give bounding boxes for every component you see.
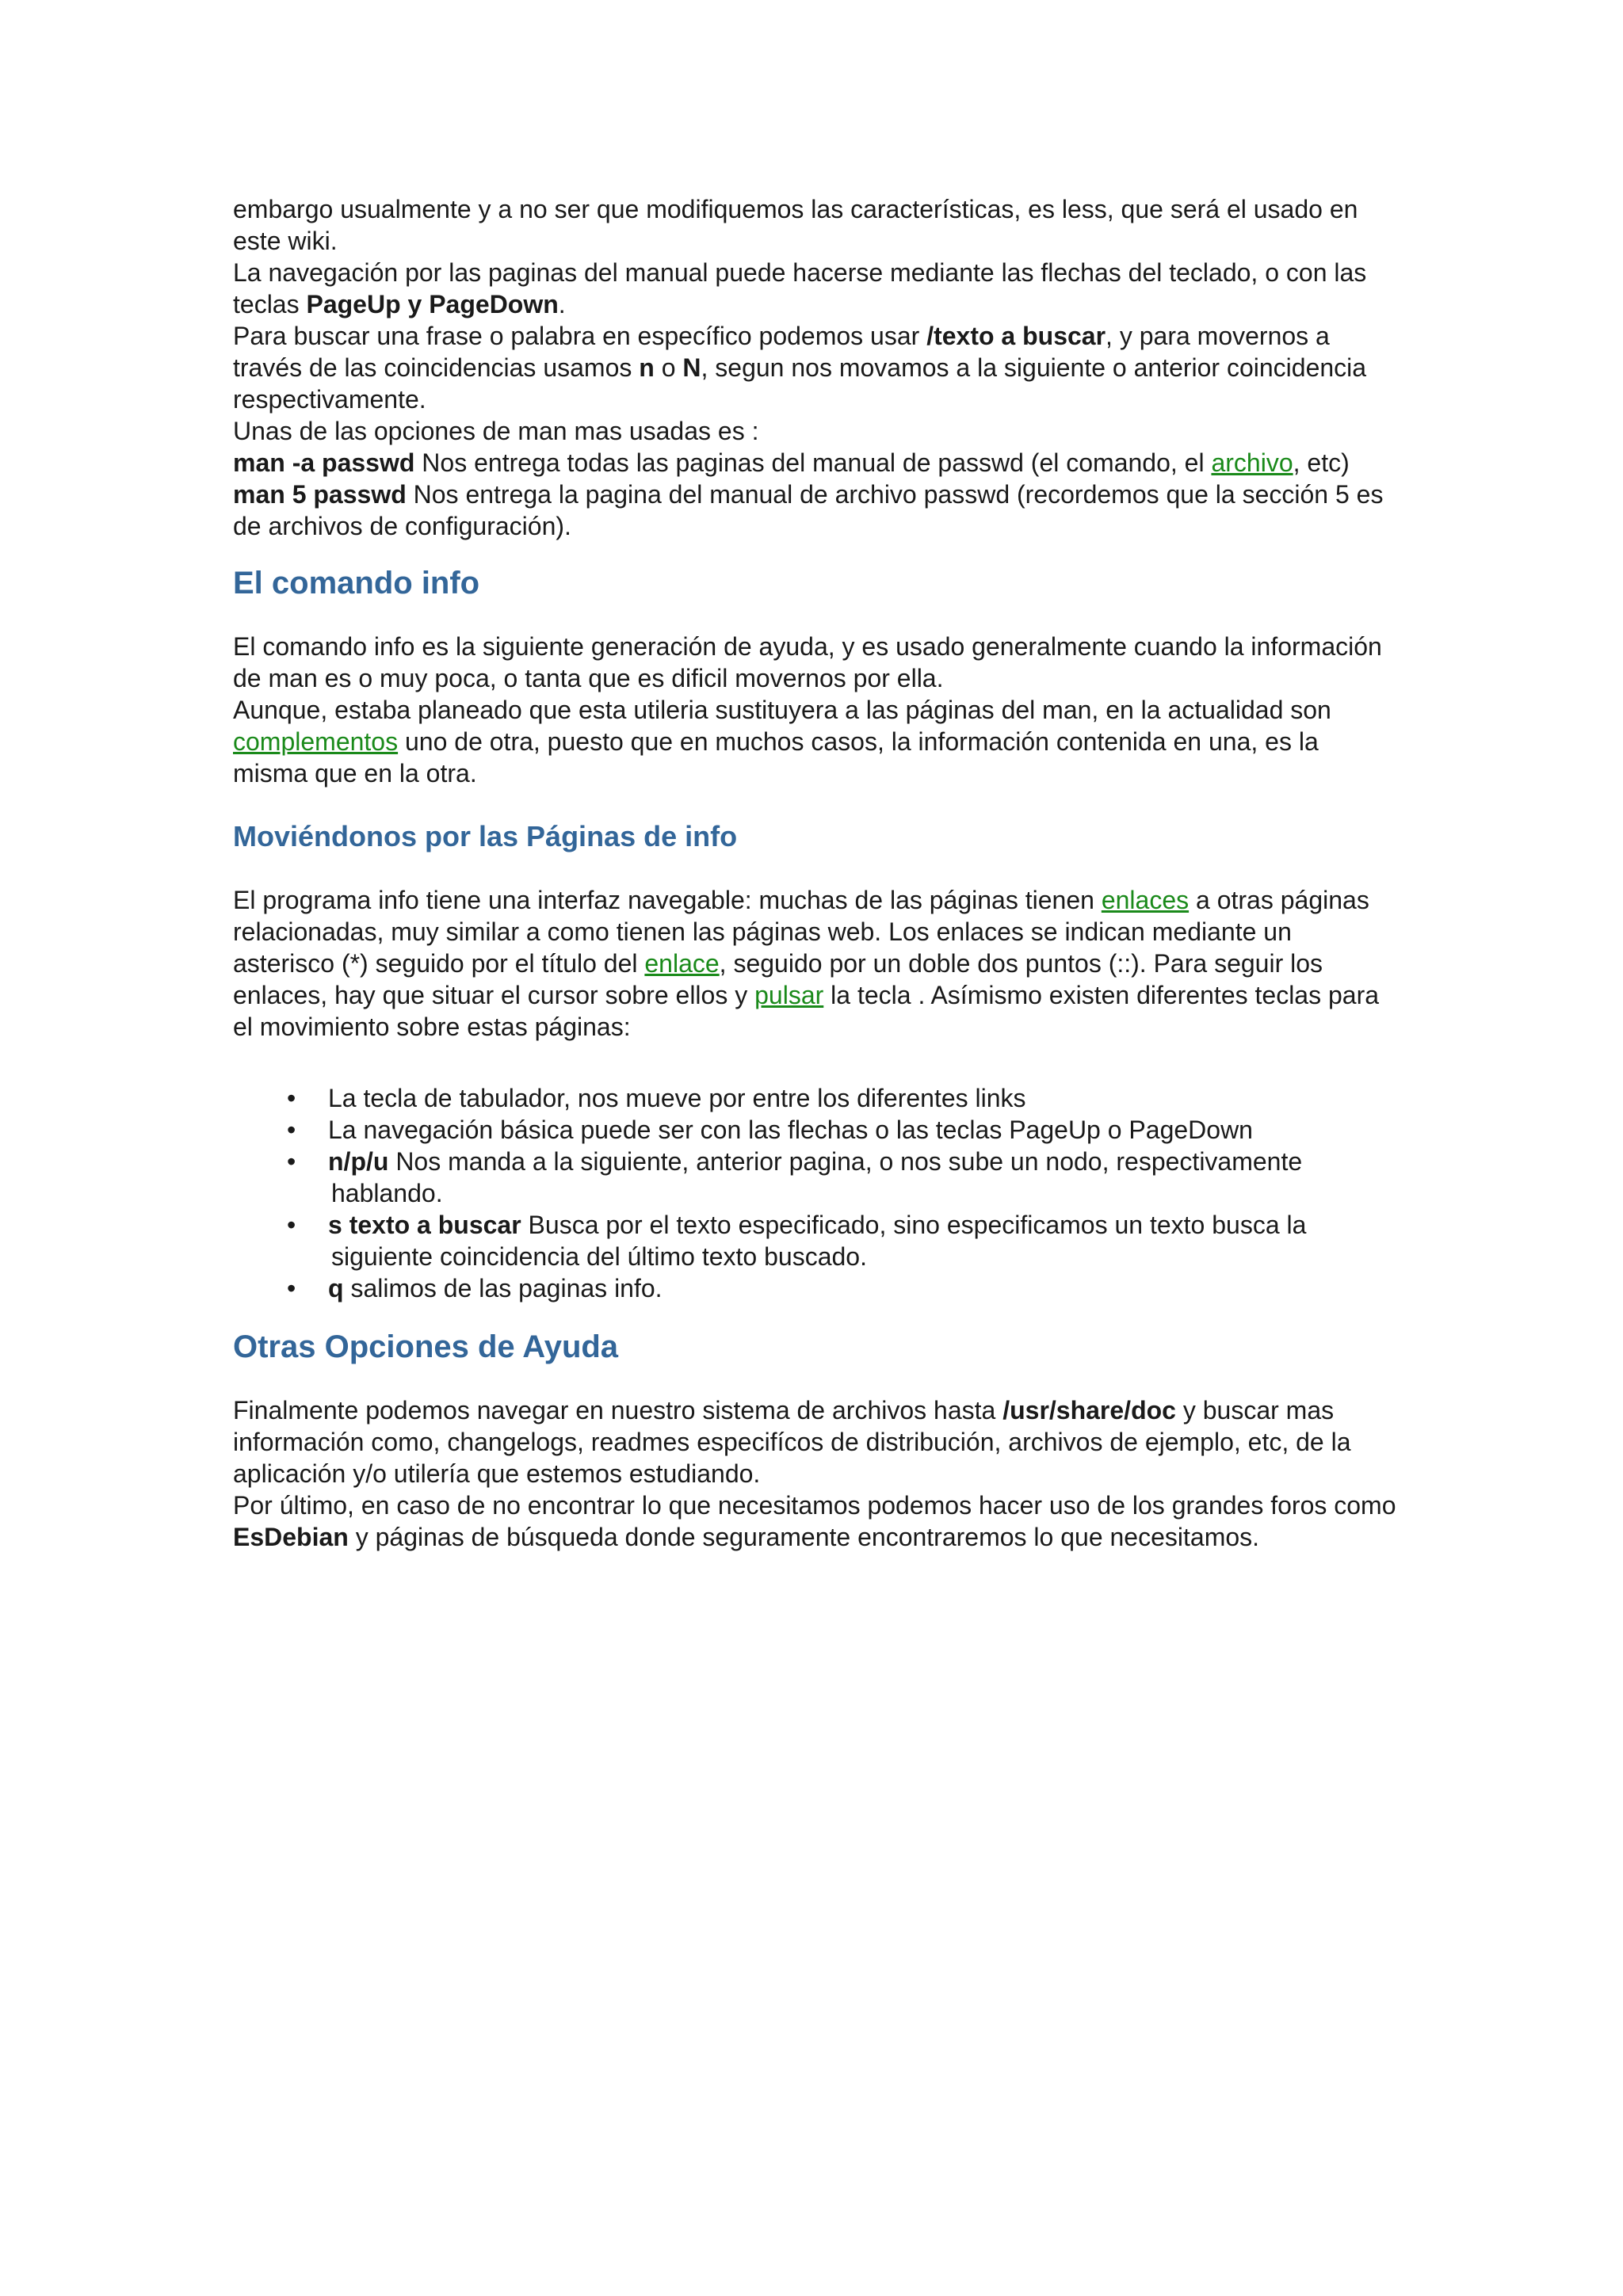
bullet-icon: • <box>287 1274 296 1302</box>
heading-otras-opciones: Otras Opciones de Ayuda <box>233 1329 619 1364</box>
bullet-icon: • <box>287 1084 296 1112</box>
bullet-icon: • <box>287 1211 296 1239</box>
info-paragraph-complementos: Aunque, estaba planeado que esta utileria sustituyera a las páginas del man, en la actualidad son complementos uno de otra, puesto que en muchos casos, la información contenida en una, es la misma que en la otra. <box>233 696 1331 788</box>
bullet-icon: • <box>287 1147 296 1176</box>
intro-paragraph-man-5: man 5 passwd Nos entrega la pagina del manual de archivo passwd (recordemos que la sección 5 es de archivos de configuración). <box>233 480 1384 540</box>
other-paragraph-usr-share-doc: Finalmente podemos navegar en nuestro sistema de archivos hasta /usr/share/doc y buscar mas información como, changelogs, readmes especifícos de distribución, archivos de ejemplo, etc, de la aplicación y/o utilería que estemos estudiando. <box>233 1396 1351 1488</box>
key-list <box>233 1082 1398 1304</box>
list-item: • La navegación básica puede ser con las flechas o las teclas PageUp o PageDown <box>287 1116 1253 1144</box>
pulsar-link[interactable]: pulsar <box>754 981 824 1009</box>
bullet-icon: • <box>287 1116 296 1144</box>
enlaces-link[interactable]: enlaces <box>1101 886 1190 914</box>
archivo-link[interactable]: archivo <box>1211 448 1293 477</box>
list-item: • q salimos de las paginas info. <box>287 1274 663 1302</box>
info-paragraph-intro: El comando info es la siguiente generación de ayuda, y es usado generalmente cuando la información de man es o muy poca, o tanta que es dificil movernos por ella. <box>233 632 1382 692</box>
intro-paragraph-options: Unas de las opciones de man mas usadas es : <box>233 417 759 445</box>
heading-moviendonos: Moviéndonos por las Páginas de info <box>233 820 738 852</box>
intro-paragraph-man-a: man -a passwd Nos entrega todas las paginas del manual de passwd (el comando, el archivo, etc) <box>233 448 1350 477</box>
enlace-link[interactable]: enlace <box>644 949 720 978</box>
intro-paragraph-search: Para buscar una frase o palabra en específico podemos usar /texto a buscar, y para movernos a través de las coincidencias usamos n o N, segun nos movamos a la siguiente o anterior coincidencia respectivamente. <box>233 322 1367 414</box>
list-item: • s texto a buscar Busca por el texto especificado, sino especificamos un texto busca la siguiente coincidencia del último texto buscado. <box>287 1211 1307 1271</box>
list-item: • La tecla de tabulador, nos mueve por entre los diferentes links <box>287 1084 1026 1112</box>
document-page <box>233 193 1398 1553</box>
list-item: • n/p/u Nos manda a la siguiente, anterior pagina, o nos sube un nodo, respectivamente hablando. <box>287 1147 1303 1207</box>
intro-paragraph-less: embargo usualmente y a no ser que modifiquemos las características, es less, que será el usado en este wiki. <box>233 195 1358 255</box>
nav-paragraph-interfaz: El programa info tiene una interfaz navegable: muchas de las páginas tienen enlaces a otras páginas relacionadas, muy similar a como tienen las páginas web. Los enlaces se indican mediante un asterisco (*) seguido por el título del enlace, seguido por un doble dos puntos (::). Para seguir los enlaces, hay que situar el cursor sobre ellos y pulsar la tecla . Asímismo existen diferentes teclas para el movimiento sobre estas páginas: <box>233 886 1380 1041</box>
complementos-link[interactable]: complementos <box>233 727 399 756</box>
heading-el-comando-info: El comando info <box>233 566 480 601</box>
other-paragraph-foros: Por último, en caso de no encontrar lo que necesitamos podemos hacer uso de los grandes foros como EsDebian y páginas de búsqueda donde seguramente encontraremos lo que necesitamos. <box>233 1491 1396 1551</box>
intro-paragraph-navigation: La navegación por las paginas del manual puede hacerse mediante las flechas del teclado, o con las teclas PageUp y PageDown. <box>233 258 1367 318</box>
